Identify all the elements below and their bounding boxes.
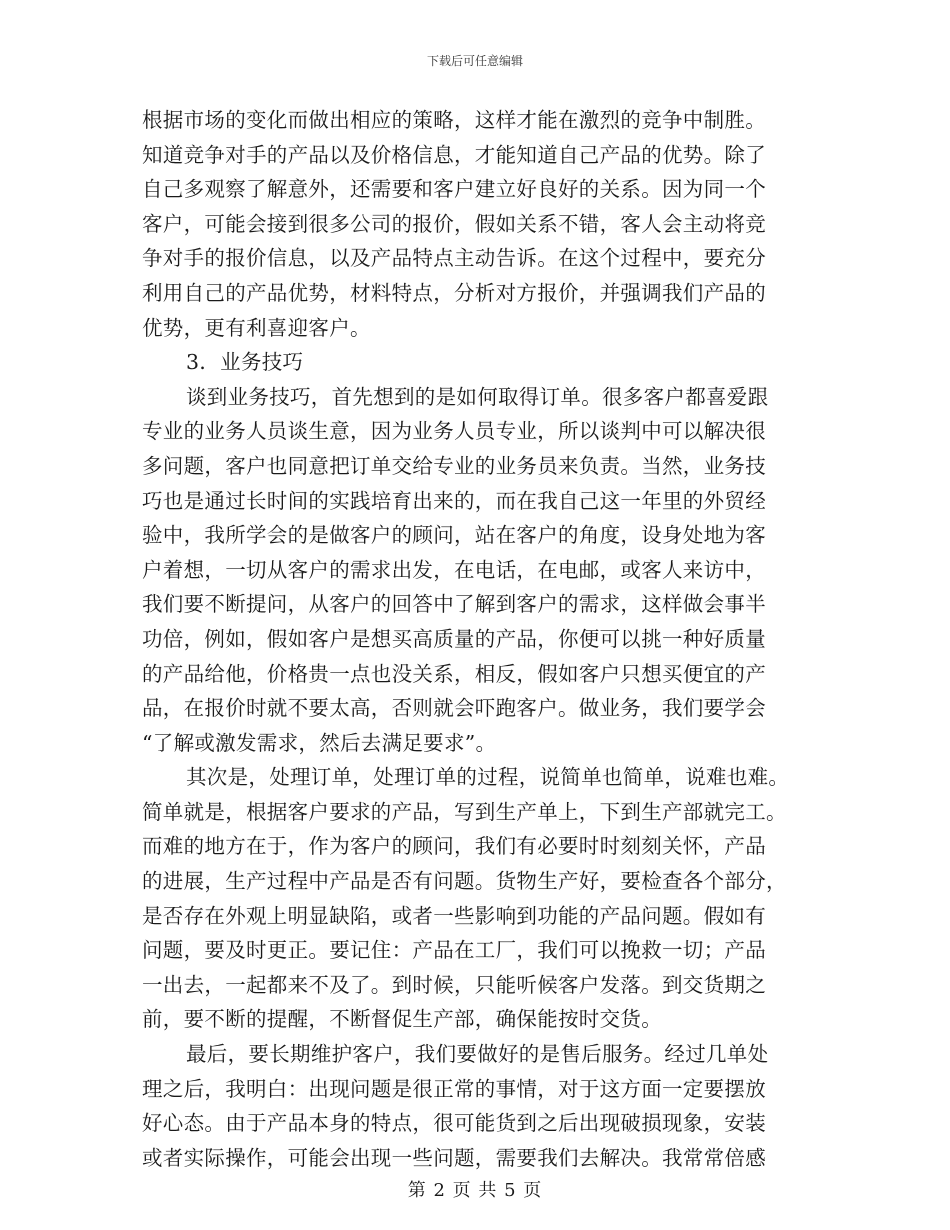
text-line: 其次是，处理订单，处理订单的过程，说简单也简单，说难也难。 (186, 765, 790, 790)
text-line: 利用自己的产品优势，材料特点，分析对方报价，并强调我们产品的 (142, 280, 766, 305)
body-text (142, 103, 807, 1175)
text-line: 理之后，我明白：出现问题是很正常的事情，对于这方面一定要摆放 (142, 1076, 766, 1101)
text-line: 优势，更有利喜迎客户。 (142, 315, 371, 340)
text-line: 是否存在外观上明显缺陷，或者一些影响到功能的产品问题。假如有 (142, 903, 766, 928)
text-line: 问题，要及时更正。要记住：产品在工厂，我们可以挽救一切；产品 (142, 938, 766, 963)
text-line: 知道竞争对手的产品以及价格信息，才能知道自己产品的优势。除了 (142, 142, 766, 167)
text-line: 我们要不断提问，从客户的回答中了解到客户的需求，这样做会事半 (142, 592, 766, 617)
text-line: 谈到业务技巧，首先想到的是如何取得订单。很多客户都喜爱跟 (186, 384, 769, 409)
text-line: “了解或激发需求，然后去满足要求”。 (142, 730, 497, 755)
text-line: 品，在报价时就不要太高，否则就会吓跑客户。做业务，我们要学会 (142, 696, 766, 721)
text-line: 客户，可能会接到很多公司的报价，假如关系不错，客人会主动将竞 (142, 211, 766, 236)
text-line: 验中，我所学会的是做客户的顾问，站在客户的角度，设身处地为客 (142, 523, 766, 548)
text-line: 的进展，生产过程中产品是否有问题。货物生产好，要检查各个部分， (142, 869, 787, 894)
text-line: 好心态。由于产品本身的特点，很可能货到之后出现破损现象，安装 (142, 1111, 766, 1136)
text-line: 争对手的报价信息，以及产品特点主动告诉。在这个过程中，要充分 (142, 246, 766, 271)
text-line: 巧也是通过长时间的实践培育出来的，而在我自己这一年里的外贸经 (142, 488, 766, 513)
section-heading: 3．业务技巧 (186, 350, 304, 375)
text-line: 或者实际操作，可能会出现一些问题，需要我们去解决。我常常倍感 (142, 1145, 766, 1170)
text-line: 多问题，客户也同意把订单交给专业的业务员来负责。当然，业务技 (142, 453, 766, 478)
text-line: 最后，要长期维护客户，我们要做好的是售后服务。经过几单处 (186, 1042, 769, 1067)
text-line: 专业的业务人员谈生意，因为业务人员专业，所以谈判中可以解决很 (142, 419, 766, 444)
page-footer: 第 2 页 共 5 页 (407, 1180, 543, 1201)
text-line: 功倍，例如，假如客户是想买高质量的产品，你便可以挑一种好质量 (142, 626, 766, 651)
text-line: 根据市场的变化而做出相应的策略，这样才能在激烈的竞争中制胜。 (142, 108, 766, 132)
text-line: 简单就是，根据客户要求的产品，写到生产单上，下到生产部就完工。 (142, 799, 787, 824)
text-line: 一出去，一起都来不及了。到时候，只能听候客户发落。到交货期之 (142, 972, 766, 997)
text-line: 户着想，一切从客户的需求出发，在电话，在电邮，或客人来访中， (142, 557, 766, 582)
text-line: 的产品给他，价格贵一点也没关系，相反，假如客户只想买便宜的产 (142, 661, 766, 686)
text-line: 自己多观察了解意外，还需要和客户建立好良好的关系。因为同一个 (142, 177, 766, 202)
page-header: 下载后可任意编辑 (426, 54, 523, 68)
text-line: 而难的地方在于，作为客户的顾问，我们有必要时时刻刻关怀，产品 (142, 834, 766, 859)
text-line: 前，要不断的提醒，不断督促生产部，确保能按时交货。 (142, 1007, 662, 1032)
